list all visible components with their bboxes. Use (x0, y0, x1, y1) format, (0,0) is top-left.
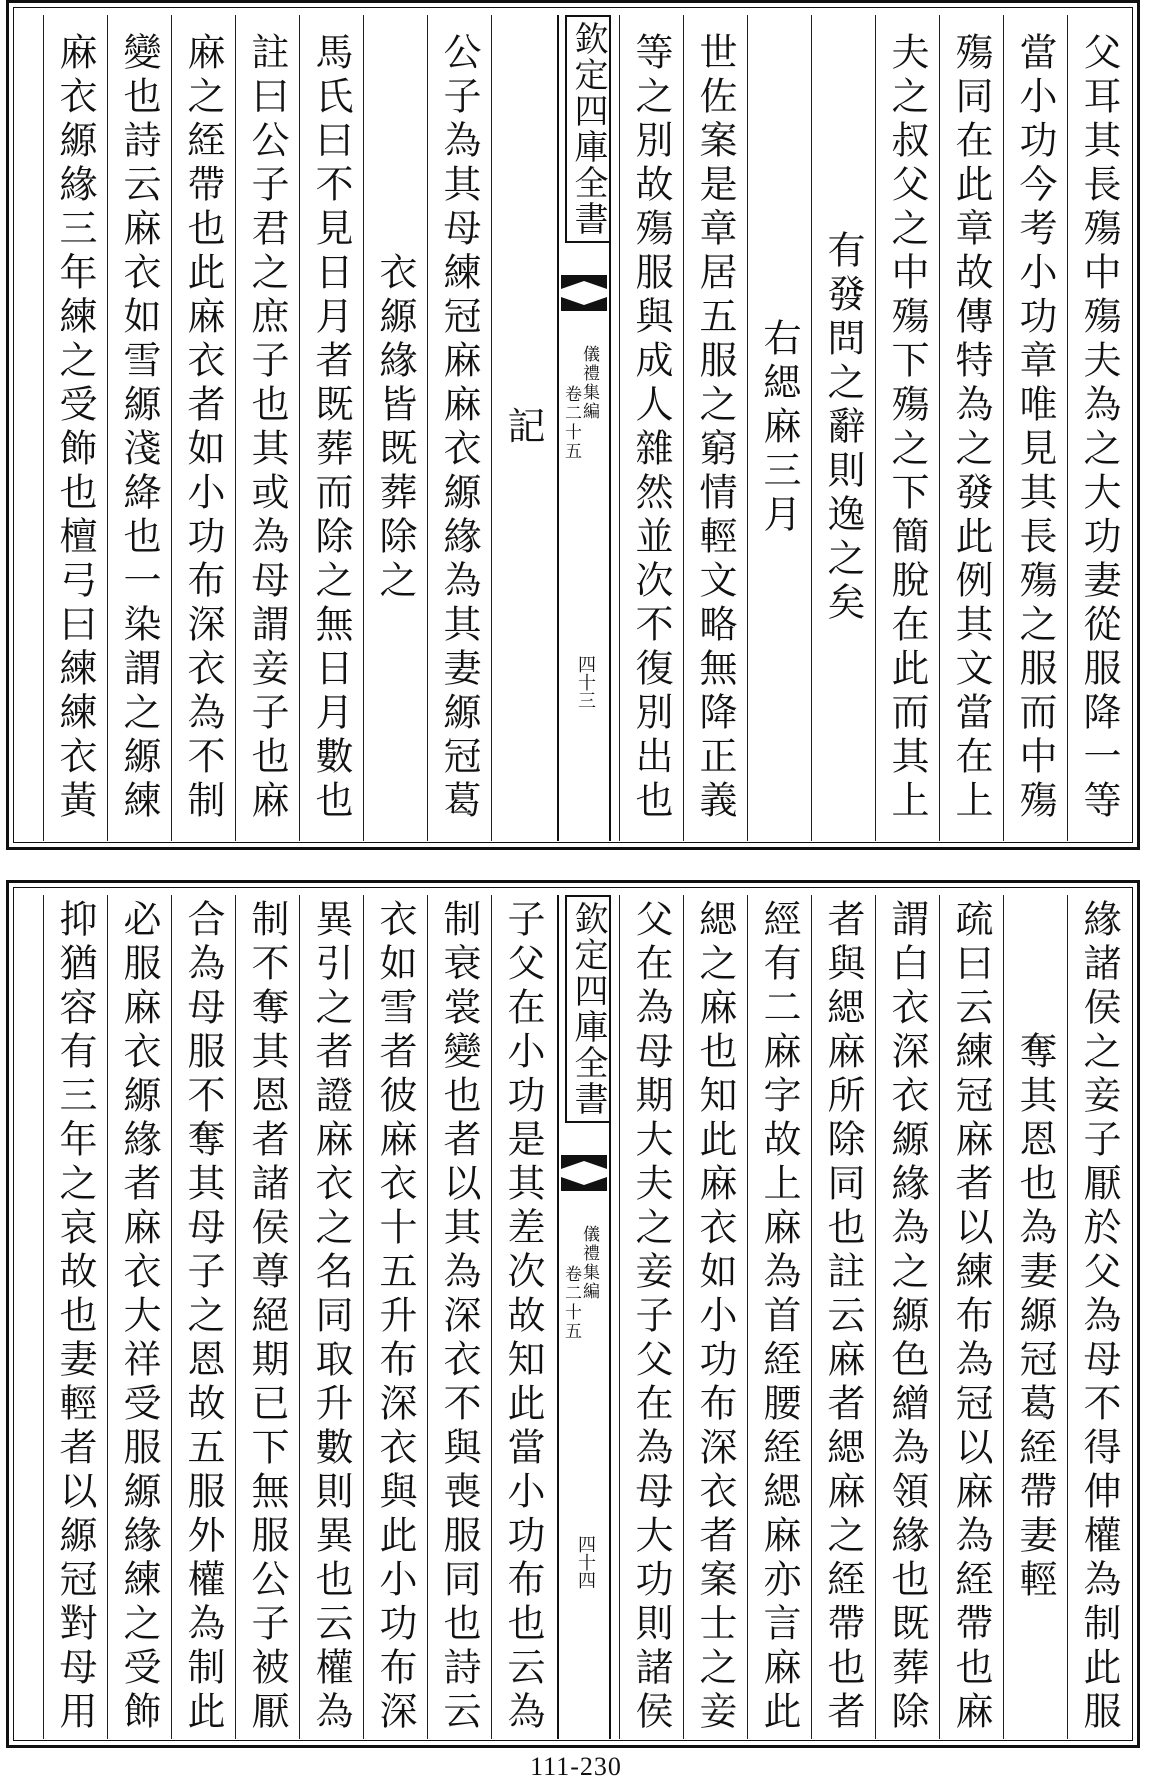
text-column: 父在為母期大夫之妾子父在為母大功則諸侯 (619, 895, 683, 1739)
text-column: 夫之叔父之中殤下殤之下簡脫在此而其上 (875, 15, 939, 841)
text-column: 異引之者證麻衣之名同取升數則異也云權為 (299, 895, 363, 1739)
text-column: 衣如雪者彼麻衣十五升布深衣與此小功布深 (363, 895, 427, 1739)
text-column: 變也詩云麻衣如雪縓淺絳也一染謂之縓練 (107, 15, 171, 841)
text-column: 殤同在此章故傳特為之發此例其文當在上 (939, 15, 1003, 841)
text-column: 註曰公子君之庶子也其或為母謂妾子也麻 (235, 15, 299, 841)
bottom-page-panel (6, 880, 1140, 1748)
strip-volume: 卷二十五 (561, 1265, 581, 1341)
text-column: 父耳其長殤中殤夫為之大功妻從服降一等 (1067, 15, 1131, 841)
text-column: 疏曰云練冠麻者以練布為冠以麻為絰帶也麻 (939, 895, 1003, 1739)
page-number: 111-230 (530, 1752, 622, 1781)
text-column: 右緦麻三月 (747, 15, 811, 841)
text-column: 者與緦麻所除同也註云麻者緦麻之絰帶也者 (811, 895, 875, 1739)
text-column: 當小功今考小功章唯見其長殤之服而中殤 (1003, 15, 1067, 841)
text-column: 緣諸侯之妾子厭於父為母不得伸權為制此服 (1067, 895, 1131, 1739)
strip-title: 欽定四庫全書 (565, 895, 611, 1123)
text-column: 制衰裳變也者以其為深衣不與喪服同也詩云 (427, 895, 491, 1739)
text-column: 制不奪其恩者諸侯尊絕期已下無服公子被厭 (235, 895, 299, 1739)
text-column: 世佐案是章居五服之窮情輕文略無降正義 (683, 15, 747, 841)
text-column: 緦之麻也知此麻衣如小功布深衣者案士之妾 (683, 895, 747, 1739)
text-column: 記 (491, 15, 555, 841)
text-column: 麻之絰帶也此麻衣者如小功布深衣為不制 (171, 15, 235, 841)
strip-volume: 卷二十五 (561, 385, 581, 461)
text-column: 麻衣縓緣三年練之受飾也檀弓曰練練衣黃 (43, 15, 107, 841)
text-column: 合為母服不奪其母子之恩故五服外權為制此 (171, 895, 235, 1739)
text-column: 有發問之辭則逸之矣 (811, 15, 875, 841)
fish-tail-icon (561, 1155, 607, 1191)
center-strip (557, 15, 611, 841)
top-page-panel (6, 0, 1140, 850)
strip-title: 欽定四庫全書 (565, 15, 611, 243)
text-column: 奪其恩也為妻縓冠葛絰帶妻輕 (1003, 895, 1067, 1739)
text-column: 公子為其母練冠麻麻衣縓緣為其妻縓冠葛 (427, 15, 491, 841)
strip-leaf-number: 四十四 (575, 1535, 596, 1589)
text-column: 衣縓緣皆既葬除之 (363, 15, 427, 841)
strip-leaf-number: 四十三 (575, 655, 596, 709)
text-column: 抑猶容有三年之哀故也妻輕者以縓冠對母用 (43, 895, 107, 1739)
text-column: 經有二麻字故上麻為首絰腰絰緦麻亦言麻此 (747, 895, 811, 1739)
text-column: 等之別故殤服與成人雜然並次不復別出也 (619, 15, 683, 841)
text-column: 必服麻衣縓緣者麻衣大祥受服縓緣練之受飾 (107, 895, 171, 1739)
text-column: 子父在小功是其差次故知此當小功布也云為 (491, 895, 555, 1739)
text-column: 謂白衣深衣縓緣為之縓色繒為領緣也既葬除 (875, 895, 939, 1739)
center-strip (557, 895, 611, 1739)
strip-book-title: 儀禮集編 (579, 1225, 599, 1301)
fish-tail-icon (561, 275, 607, 311)
text-column: 馬氏曰不見日月者既葬而除之無日月數也 (299, 15, 363, 841)
strip-book-title: 儀禮集編 (579, 345, 599, 421)
